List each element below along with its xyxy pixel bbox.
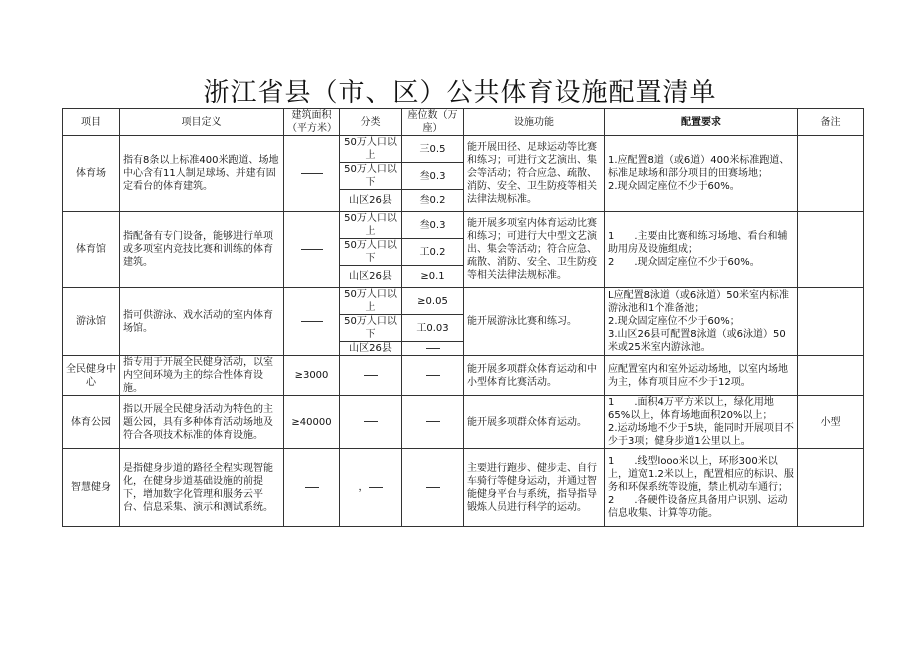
requirement-line: 1.应配置8道（或6道）400米标准跑道、标准足球场和部分项目的田赛场地； [608, 155, 790, 179]
header-category: 分类 [340, 109, 402, 136]
definition-cell: 是指健身步道的路径全程实现智能化，在健身步道基础设施的前提下，增加数字化管理和服务云平台、信息采集、演示和测试系统。 [120, 449, 284, 527]
item-cell: 全民健身中心 [63, 356, 120, 396]
function-cell: 能开展游泳比赛和练习。 [464, 288, 605, 356]
function-cell: 能开展多项群众体育运动。 [464, 396, 605, 449]
note-cell [798, 356, 864, 396]
category-cell: 山区26县 [340, 342, 402, 356]
category-comma: ， [358, 482, 369, 493]
requirement-cell [605, 212, 798, 288]
item-cell: 智慧健身 [63, 449, 120, 527]
requirement-line: 2 .现众固定座位不少于60%。 [608, 257, 760, 268]
requirement-line: 2.现众固定座位不少于60%。 [608, 181, 740, 192]
category-cell [340, 396, 402, 449]
seats-cell [402, 342, 464, 356]
requirement-line: 3.山区26县可配置8泳道（或6泳道）50米或25米室内游泳池。 [608, 329, 786, 353]
category-cell: 山区26县 [340, 190, 402, 212]
requirement-line: 2 .各硬件设备应具备用户识别、运动信息收集、计算等功能。 [608, 495, 788, 519]
table-row [63, 449, 864, 527]
dash-mark [364, 375, 378, 376]
function-cell: 能开展多项群众体育运动和中小型体育比赛活动。 [464, 356, 605, 396]
item-cell: 体育场 [63, 136, 120, 212]
requirement-line: L应配置8泳道（或6泳道）50米室内标准游泳池和1个准备池； [608, 290, 790, 314]
table-row [63, 212, 864, 239]
category-cell [340, 356, 402, 396]
category-cell: 50万人口以下 [340, 315, 402, 342]
table-row [63, 288, 864, 315]
item-cell: 体育公园 [63, 396, 120, 449]
seats-cell [402, 449, 464, 527]
seats-cell: 工0.03 [402, 315, 464, 342]
definition-cell: 指有8条以上标准400米跑道、场地中心含有11人制足球场、并建有固定看台的体育建筑。 [120, 136, 284, 212]
dash-mark [364, 421, 378, 422]
requirement-cell [605, 449, 798, 527]
area-cell: ≥3000 [284, 356, 340, 396]
definition-cell: 指以开展全民健身活动为特色的主题公园，具有多种体育活动场地及符合各项技术标准的体育设施。 [120, 396, 284, 449]
header-note: 备注 [798, 109, 864, 136]
category-cell [340, 449, 402, 527]
dash-mark [426, 487, 440, 488]
seats-cell [402, 396, 464, 449]
function-cell: 能开展多项室内体育运动比赛和练习；可进行大中型文艺演出、集会等活动；符合应急、疏散、消防、安全、卫生防疫等相关法律法规标准。 [464, 212, 605, 288]
seats-cell [402, 356, 464, 396]
category-cell: 50万人口以下 [340, 163, 402, 190]
function-cell: 能开展田径、足球运动等比赛和练习；可进行文艺演出、集会等活动；符合应急、疏散、消防、安全、卫生防疫等相关法律法规标准。 [464, 136, 605, 212]
dash-mark [426, 421, 440, 422]
table-row [63, 396, 864, 449]
requirement-cell [605, 136, 798, 212]
header-item: 项目 [63, 109, 120, 136]
seats-cell: 叁0.3 [402, 212, 464, 239]
seats-cell: 工0.2 [402, 239, 464, 266]
area-cell [284, 212, 340, 288]
requirement-cell [605, 396, 798, 449]
dash-mark [305, 487, 319, 488]
category-cell: 50万人口以上 [340, 212, 402, 239]
header-seats: 座位数（万座） [402, 109, 464, 136]
facility-table [62, 108, 864, 527]
item-cell: 体育馆 [63, 212, 120, 288]
page-title: 浙江省县（市、区）公共体育设施配置清单 [203, 78, 717, 108]
note-cell: 小型 [798, 396, 864, 449]
dash-mark [301, 321, 323, 322]
category-cell: 50万人口以下 [340, 239, 402, 266]
category-cell: 50万人口以上 [340, 136, 402, 163]
dash-mark [369, 487, 383, 488]
header-requirement: 配置要求 [605, 109, 798, 136]
requirement-line: 1 .面积4万平方米以上，绿化用地65%以上，体育场地面积20%以上； [608, 397, 774, 421]
definition-cell: 指专用于开展全民健身活动，以室内空间环境为主的综合性体育设施。 [120, 356, 284, 396]
requirement-cell [605, 356, 798, 396]
definition-cell: 指配备有专门设备，能够进行单项或多项室内竞技比赛和训练的体育建筑。 [120, 212, 284, 288]
note-cell [798, 288, 864, 356]
dash-mark [301, 249, 323, 250]
header-definition: 项目定义 [120, 109, 284, 136]
requirement-line: 1 .线型looo米以上，环形300米以上，道宽1.2米以上，配置相应的标识、服务和环保系统等设施，禁止机动车通行； [608, 456, 794, 493]
table-row [63, 136, 864, 163]
dash-mark [426, 348, 440, 349]
dash-mark [426, 375, 440, 376]
dash-mark [301, 173, 323, 174]
header-area: 建筑面积（平方米） [284, 109, 340, 136]
area-cell [284, 449, 340, 527]
function-cell: 主要进行跑步、健步走、自行车骑行等健身运动，并通过智能健身平台与系统，指导指导锻炼人员进行科学的运动。 [464, 449, 605, 527]
requirement-line: 2.运动场地不少于5块，能同时开展项目不少于3项；健身步道1公里以上。 [608, 423, 794, 447]
header-row [63, 109, 864, 136]
area-cell [284, 288, 340, 356]
seats-cell: 三0.5 [402, 136, 464, 163]
requirement-line: 1 .主要由比赛和练习场地、看台和辅助用房及设施组成； [608, 231, 788, 255]
requirement-cell [605, 288, 798, 356]
note-cell [798, 136, 864, 212]
table-row [63, 356, 864, 396]
seats-cell: 叁0.2 [402, 190, 464, 212]
category-cell: 50万人口以上 [340, 288, 402, 315]
seats-cell: 叁0.3 [402, 163, 464, 190]
seats-cell: ≥0.1 [402, 266, 464, 288]
seats-cell: ≥0.05 [402, 288, 464, 315]
item-cell: 游泳馆 [63, 288, 120, 356]
category-cell: 山区26县 [340, 266, 402, 288]
header-function: 设施功能 [464, 109, 605, 136]
area-cell [284, 136, 340, 212]
definition-cell: 指可供游泳、戏水活动的室内体育场馆。 [120, 288, 284, 356]
requirement-line: 应配置室内和室外运动场地，以室内场地为主，体育项目应不少于12项。 [608, 363, 788, 388]
note-cell [798, 212, 864, 288]
area-cell: ≥40000 [284, 396, 340, 449]
requirement-line: 2.现众固定座位不少于60%； [608, 316, 740, 327]
note-cell [798, 449, 864, 527]
